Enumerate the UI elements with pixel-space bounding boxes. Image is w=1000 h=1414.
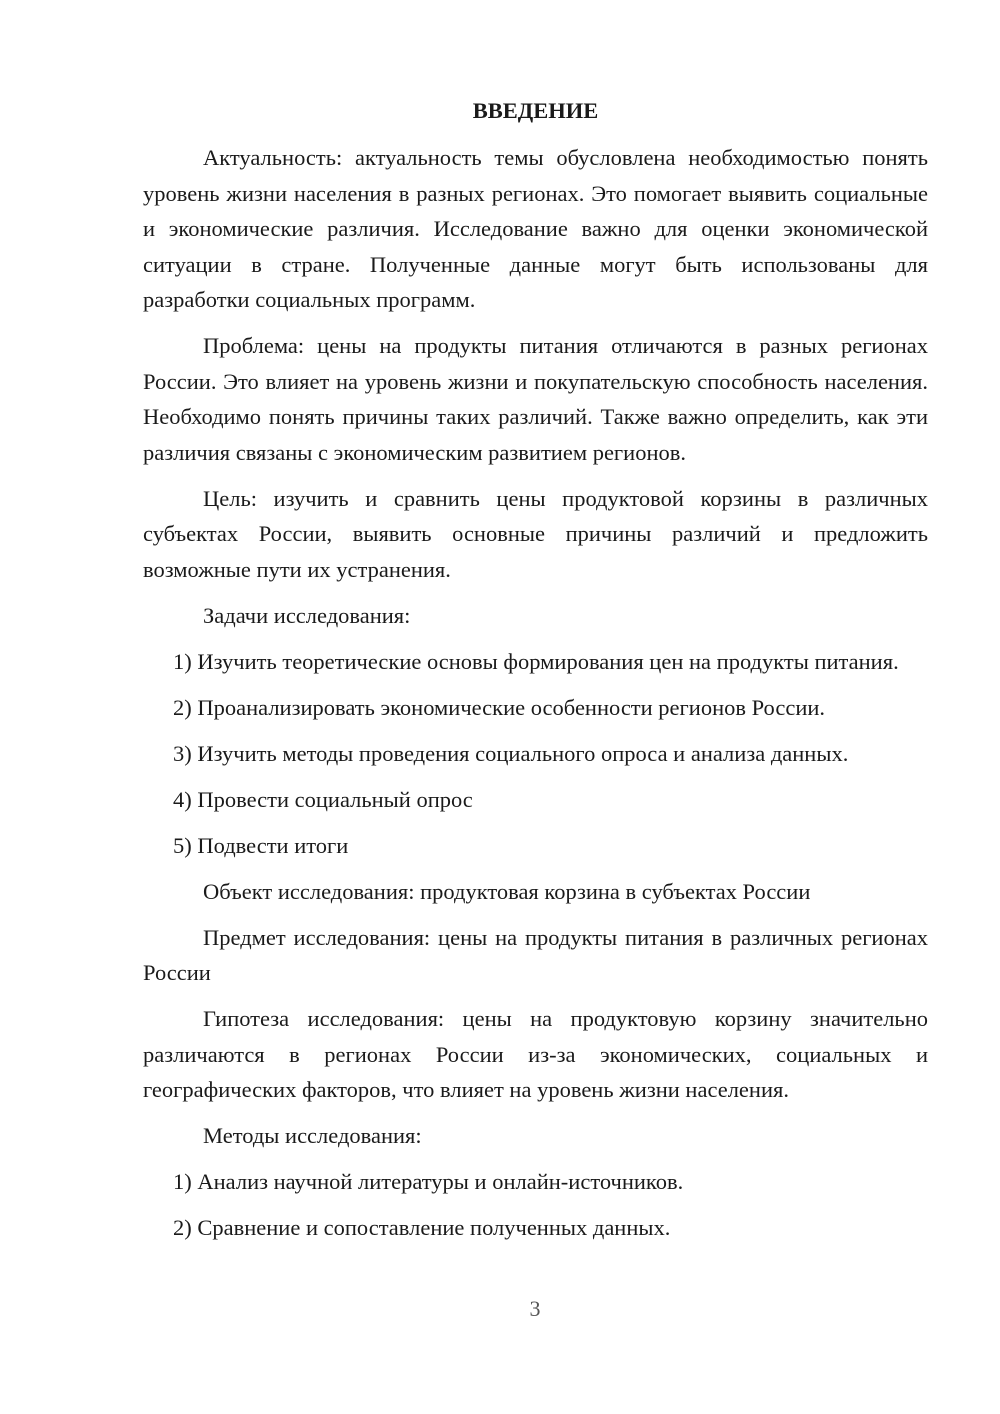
method-item: 2) Сравнение и сопоставление полученных данных.	[173, 1215, 671, 1240]
document-page	[143, 92, 928, 1256]
subject-paragraph: Предмет исследования: цены на продукты питания в различных регионах России	[143, 924, 928, 985]
task-item: 2) Проанализировать экономические особенности регионов России.	[173, 694, 826, 720]
task-item: 3) Изучить методы проведения социального опроса и анализа данных.	[173, 740, 849, 766]
task-item: 1) Изучить теоретические основы формирования цен на продукты питания.	[173, 648, 899, 674]
goal-paragraph: Цель: изучить и сравнить цены продуктовой корзины в различных субъектах России, выявить основные причины различий и предложить возможные пути их устранения.	[143, 485, 928, 582]
task-item: 4) Провести социальный опрос	[173, 786, 473, 812]
hypothesis-paragraph: Гипотеза исследования: цены на продуктовую корзину значительно различаются в регионах России из-за экономических, социальных и географических факторов, что влияет на уровень жизни населения.	[143, 1006, 928, 1102]
methods-heading: Методы исследования:	[203, 1123, 422, 1148]
method-item: 1) Анализ научной литературы и онлайн-источников.	[173, 1169, 684, 1194]
page-title: ВВЕДЕНИЕ	[472, 98, 599, 123]
object-paragraph: Объект исследования: продуктовая корзина в субъектах России	[203, 878, 811, 904]
page-number: 3	[529, 1296, 541, 1321]
task-item: 5) Подвести итоги	[173, 832, 349, 858]
problem-paragraph: Проблема: цены на продукты питания отличаются в разных регионах России. Это влияет на уровень жизни и покупательскую способность населения. Необходимо понять причины таких различий. Также важно определить, как эти различия связаны с экономическим развитием регионов.	[143, 333, 928, 465]
relevance-paragraph: Актуальность: актуальность темы обусловлена необходимостью понять уровень жизни населения в разных регионах. Это помогает выявить социальные и экономические различия. Исследование важно для оценки экономической ситуации в стране. Полученные данные могут быть использованы для разработки социальных программ.	[143, 145, 928, 312]
tasks-heading: Задачи исследования:	[203, 602, 411, 628]
